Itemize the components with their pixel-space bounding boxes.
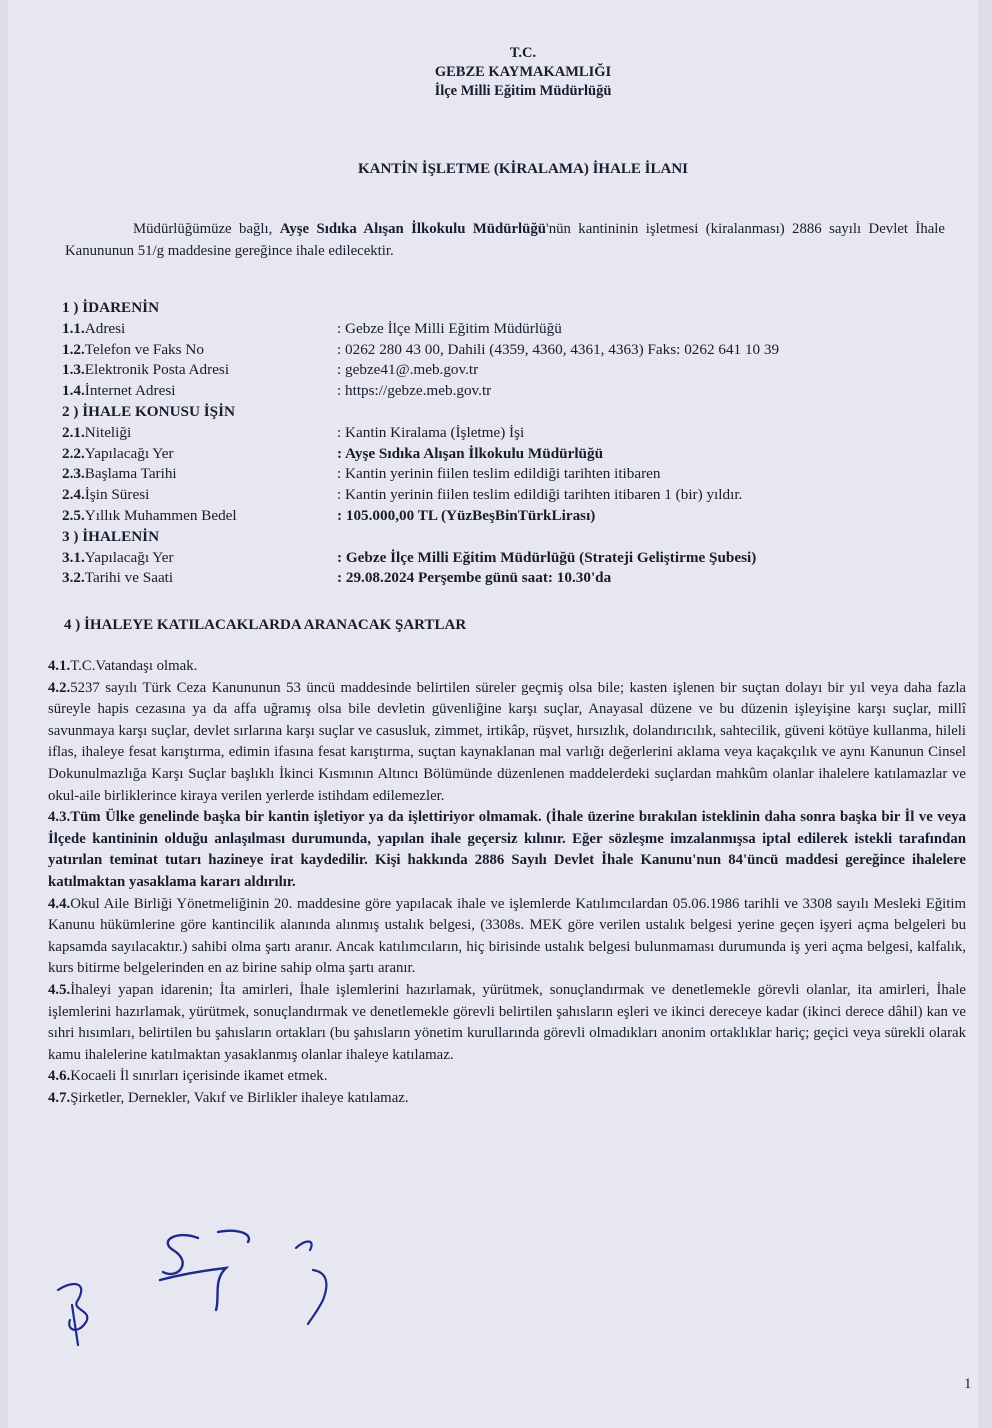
section-2-heading: 2 ) İHALE KONUSU İŞİN [62, 402, 236, 420]
field-duration: 2.4.İşin Süresi : Kantin yerinin fiilen teslim edildiği tarihten itibaren 1 (bir) yıldır. [62, 486, 743, 504]
condition-4-6: 4.6.Kocaeli İl sınırları içerisinde ikamet etmek. [48, 1068, 328, 1085]
info-fields [62, 298, 962, 589]
field-phone-fax: 1.2.Telefon ve Faks No : 0262 280 43 00, Dahili (4359, 4360, 4361, 4363) Faks: 0262 641 10 39 [62, 340, 780, 358]
document-title: KANTİN İŞLETME (KİRALAMA) İHALE İLANI [357, 161, 689, 177]
header-dept: İlçe Milli Eğitim Müdürlüğü [434, 83, 612, 99]
condition-4-7: 4.7.Şirketler, Dernekler, Vakıf ve Birlikler ihaleye katılamaz. [48, 1089, 409, 1106]
field-nature: 2.1.Niteliği : Kantin Kiralama (İşletme) İşi [62, 423, 525, 441]
condition-4-3: 4.3.Tüm Ülke genelinde başka bir kantin işletiyor ya da işlettiriyor olmamak. (İhale üzerine bırakılan isteklinin daha sonra başka bir İl ve veya İlçede kantininin olduğu anlaşılması durumunda, yapılan ihale geçersiz kılınır. Eğer sözleşme imzalanmışsa iptal edilerek istekli tarafından yatırılan teminat tutarı hazineye irat kaydedilir. Kişi hakkında 2886 Sayılı Devlet İhale Kanunu'nun 84'üncü maddesi gereğince ihalelere katılmaktan yasaklama kararı aldırılır. [48, 809, 966, 890]
page-number: 1 [964, 1376, 972, 1392]
field-tender-location: 3.1.Yapılacağı Yer : Gebze İlçe Milli Eğitim Müdürlüğü (Strateji Geliştirme Şubesi) [62, 548, 757, 566]
intro-part2: 'nün kantininin işletmesi (kiralanması) 2886 sayılı Devlet İhale Kanununun 51/g maddesine gereğince ihale edilecektir. [65, 221, 945, 259]
condition-4-2: 4.2.5237 sayılı Türk Ceza Kanununun 53 üncü maddesinde belirtilen süreler geçmiş olsa bile; kasten işlenen bir suçtan dolayı bir yıl veya daha fazla süreyle hapis cezasına ya da affa uğramış olsa bile devletin güvenliğine karşı suçlar, Anayasal düzene ve bu düzenin işleyişine karşı suçlar, millî savunmaya karşı suçlar, devlet sırlarına karşı suçlar ve casusluk, zimmet, irtikâp, rüşvet, hırsızlık, dolandırıcılık, sahtecilik, güveni kötüye kullanma, hileli iflas, ihaleye fesat karıştırma, edimin ifasına fesat karıştırma, suçtan kaynaklanan mal varlığı değerlerini aklama veya kaçakçılık ve aynı Kanunun Cinsel Dokunulmazlığa Karşı Suçlar başlıklı İkinci Kısmının Altıncı Bölümünde düzenlenen maddelerdeki suçlardan mahkûm olanlar ihalelere katılamazlar ve okul-aile birliklerince kiraya verilen yerlerde istihdam edilemezler. [48, 679, 966, 804]
signature-3 [296, 1242, 326, 1325]
header-tc: T.C. [509, 45, 537, 61]
condition-4-5: 4.5.İhaleyi yapan idarenin; İta amirleri, İhale işlemlerini hazırlamak, yürütmek, sonuçlandırmak ve denetlemekle görevli olanlar, ita amirleri, İhale işlemlerini hazırlamak, yürütmek, sonuçlandırmak ve denetlemekle görevli belirtilen şahısların eşleri ve ikinci dereceye kadar (ikinci derece dâhil) kan ve sıhri hısımları, belirtilen bu şahısların ortakları (bu şahısların yönetim kurullarında görevli olmadıkları anonim ortaklıklar hariç; geçici veya sürekli olarak kamu ihalelerine katılmaktan yasaklanmış olanlar ihaleye katılamaz. [48, 981, 966, 1063]
section-3-heading: 3 ) İHALENİN [62, 527, 160, 545]
section-4-heading: 4 ) İHALEYE KATILACAKLARDA ARANACAK ŞARTLAR [64, 617, 467, 633]
intro-part1: Müdürlüğümüze bağlı, [133, 221, 280, 237]
field-work-location: 2.2.Yapılacağı Yer : Ayşe Sıdıka Alışan İlkokulu Müdürlüğü [62, 444, 604, 462]
field-tender-datetime: 3.2.Tarihi ve Saati : 29.08.2024 Perşembe günü saat: 10.30'da [62, 569, 612, 587]
intro-paragraph [65, 218, 945, 262]
condition-4-1: 4.1.T.C.Vatandaşı olmak. [48, 658, 198, 674]
condition-4-4: 4.4.Okul Aile Birliği Yönetmeliğinin 20. maddesine göre yapılacak ihale ve işlemlerde Katılımcılardan 05.06.1986 tarihli ve 3308 sayılı Mesleki Eğitim Kanunu hükümlerine göre kantincilik alanında alınmış ustalık belgesi, (3308s. MEK göre verilen ustalık belgesi yerine geçen işyeri açma belgeleri bu kapsamda sayılacaktır.) sahibi olma şartı aranır. Ancak katılımcıların, hiç birisinde ustalık belgesi bulunmaması durumunda iş yeri açma belgesi, kalfalık, kurs bitirme belgelerinden en az birine sahip olma şartı aranır. [48, 895, 966, 977]
field-email: 1.3.Elektronik Posta Adresi : gebze41@.meb.gov.tr [62, 361, 479, 379]
section-1-heading: 1 ) İDARENİN [62, 299, 160, 316]
field-website: 1.4.İnternet Adresi : https://gebze.meb.gov.tr [62, 382, 492, 400]
letterhead [8, 44, 978, 101]
field-estimated-price: 2.5.Yıllık Muhammen Bedel : 105.000,00 TL (YüzBeşBinTürkLirası) [62, 506, 596, 524]
signature-1 [58, 1284, 87, 1345]
handwritten-signatures [48, 1210, 368, 1350]
document-page [8, 0, 978, 1428]
field-address: 1.1.Adresi : Gebze İlçe Milli Eğitim Müdürlüğü [62, 319, 562, 337]
intro-school: Ayşe Sıdıka Alışan İlkokulu Müdürlüğü [279, 221, 547, 237]
signature-2 [160, 1231, 249, 1310]
conditions-list [48, 656, 966, 1109]
field-start-date: 2.3.Başlama Tarihi : Kantin yerinin fiilen teslim edildiği tarihten itibaren [62, 465, 661, 483]
header-org: GEBZE KAYMAKAMLIĞI [434, 64, 612, 80]
